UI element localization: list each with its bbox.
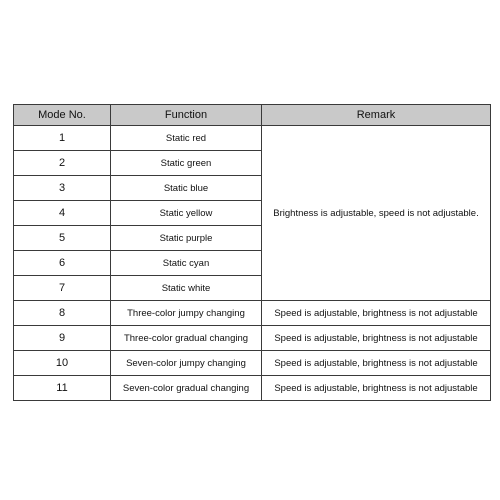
table-row <box>14 126 491 151</box>
mode-number-cell: 8 <box>14 301 111 326</box>
mode-number-cell: 5 <box>14 226 111 251</box>
function-cell: Static cyan <box>111 251 262 276</box>
remark-cell: Speed is adjustable, brightness is not adjustable <box>262 301 491 326</box>
mode-number-cell: 7 <box>14 276 111 301</box>
table-header-row <box>14 105 491 126</box>
table-row <box>14 301 491 326</box>
mode-number-cell: 9 <box>14 326 111 351</box>
header-remark: Remark <box>262 105 491 126</box>
mode-number-cell: 1 <box>14 126 111 151</box>
remark-cell: Speed is adjustable, brightness is not adjustable <box>262 351 491 376</box>
mode-number-cell: 11 <box>14 376 111 401</box>
header-mode-no: Mode No. <box>14 105 111 126</box>
function-cell: Static red <box>111 126 262 151</box>
function-cell: Static yellow <box>111 201 262 226</box>
header-function: Function <box>111 105 262 126</box>
function-cell: Seven-color jumpy changing <box>111 351 262 376</box>
mode-number-cell: 6 <box>14 251 111 276</box>
function-cell: Three-color gradual changing <box>111 326 262 351</box>
function-cell: Three-color jumpy changing <box>111 301 262 326</box>
mode-number-cell: 4 <box>14 201 111 226</box>
mode-number-cell: 2 <box>14 151 111 176</box>
function-cell: Static purple <box>111 226 262 251</box>
table-body <box>14 126 491 401</box>
mode-number-cell: 10 <box>14 351 111 376</box>
function-cell: Static blue <box>111 176 262 201</box>
table-header <box>14 105 491 126</box>
function-cell: Static green <box>111 151 262 176</box>
function-cell: Static white <box>111 276 262 301</box>
table-row <box>14 376 491 401</box>
table-row <box>14 351 491 376</box>
remark-cell: Speed is adjustable, brightness is not adjustable <box>262 326 491 351</box>
mode-function-table <box>13 104 491 401</box>
remark-cell-merged: Brightness is adjustable, speed is not adjustable. <box>262 126 491 301</box>
table-row <box>14 326 491 351</box>
remark-cell: Speed is adjustable, brightness is not adjustable <box>262 376 491 401</box>
mode-number-cell: 3 <box>14 176 111 201</box>
function-cell: Seven-color gradual changing <box>111 376 262 401</box>
